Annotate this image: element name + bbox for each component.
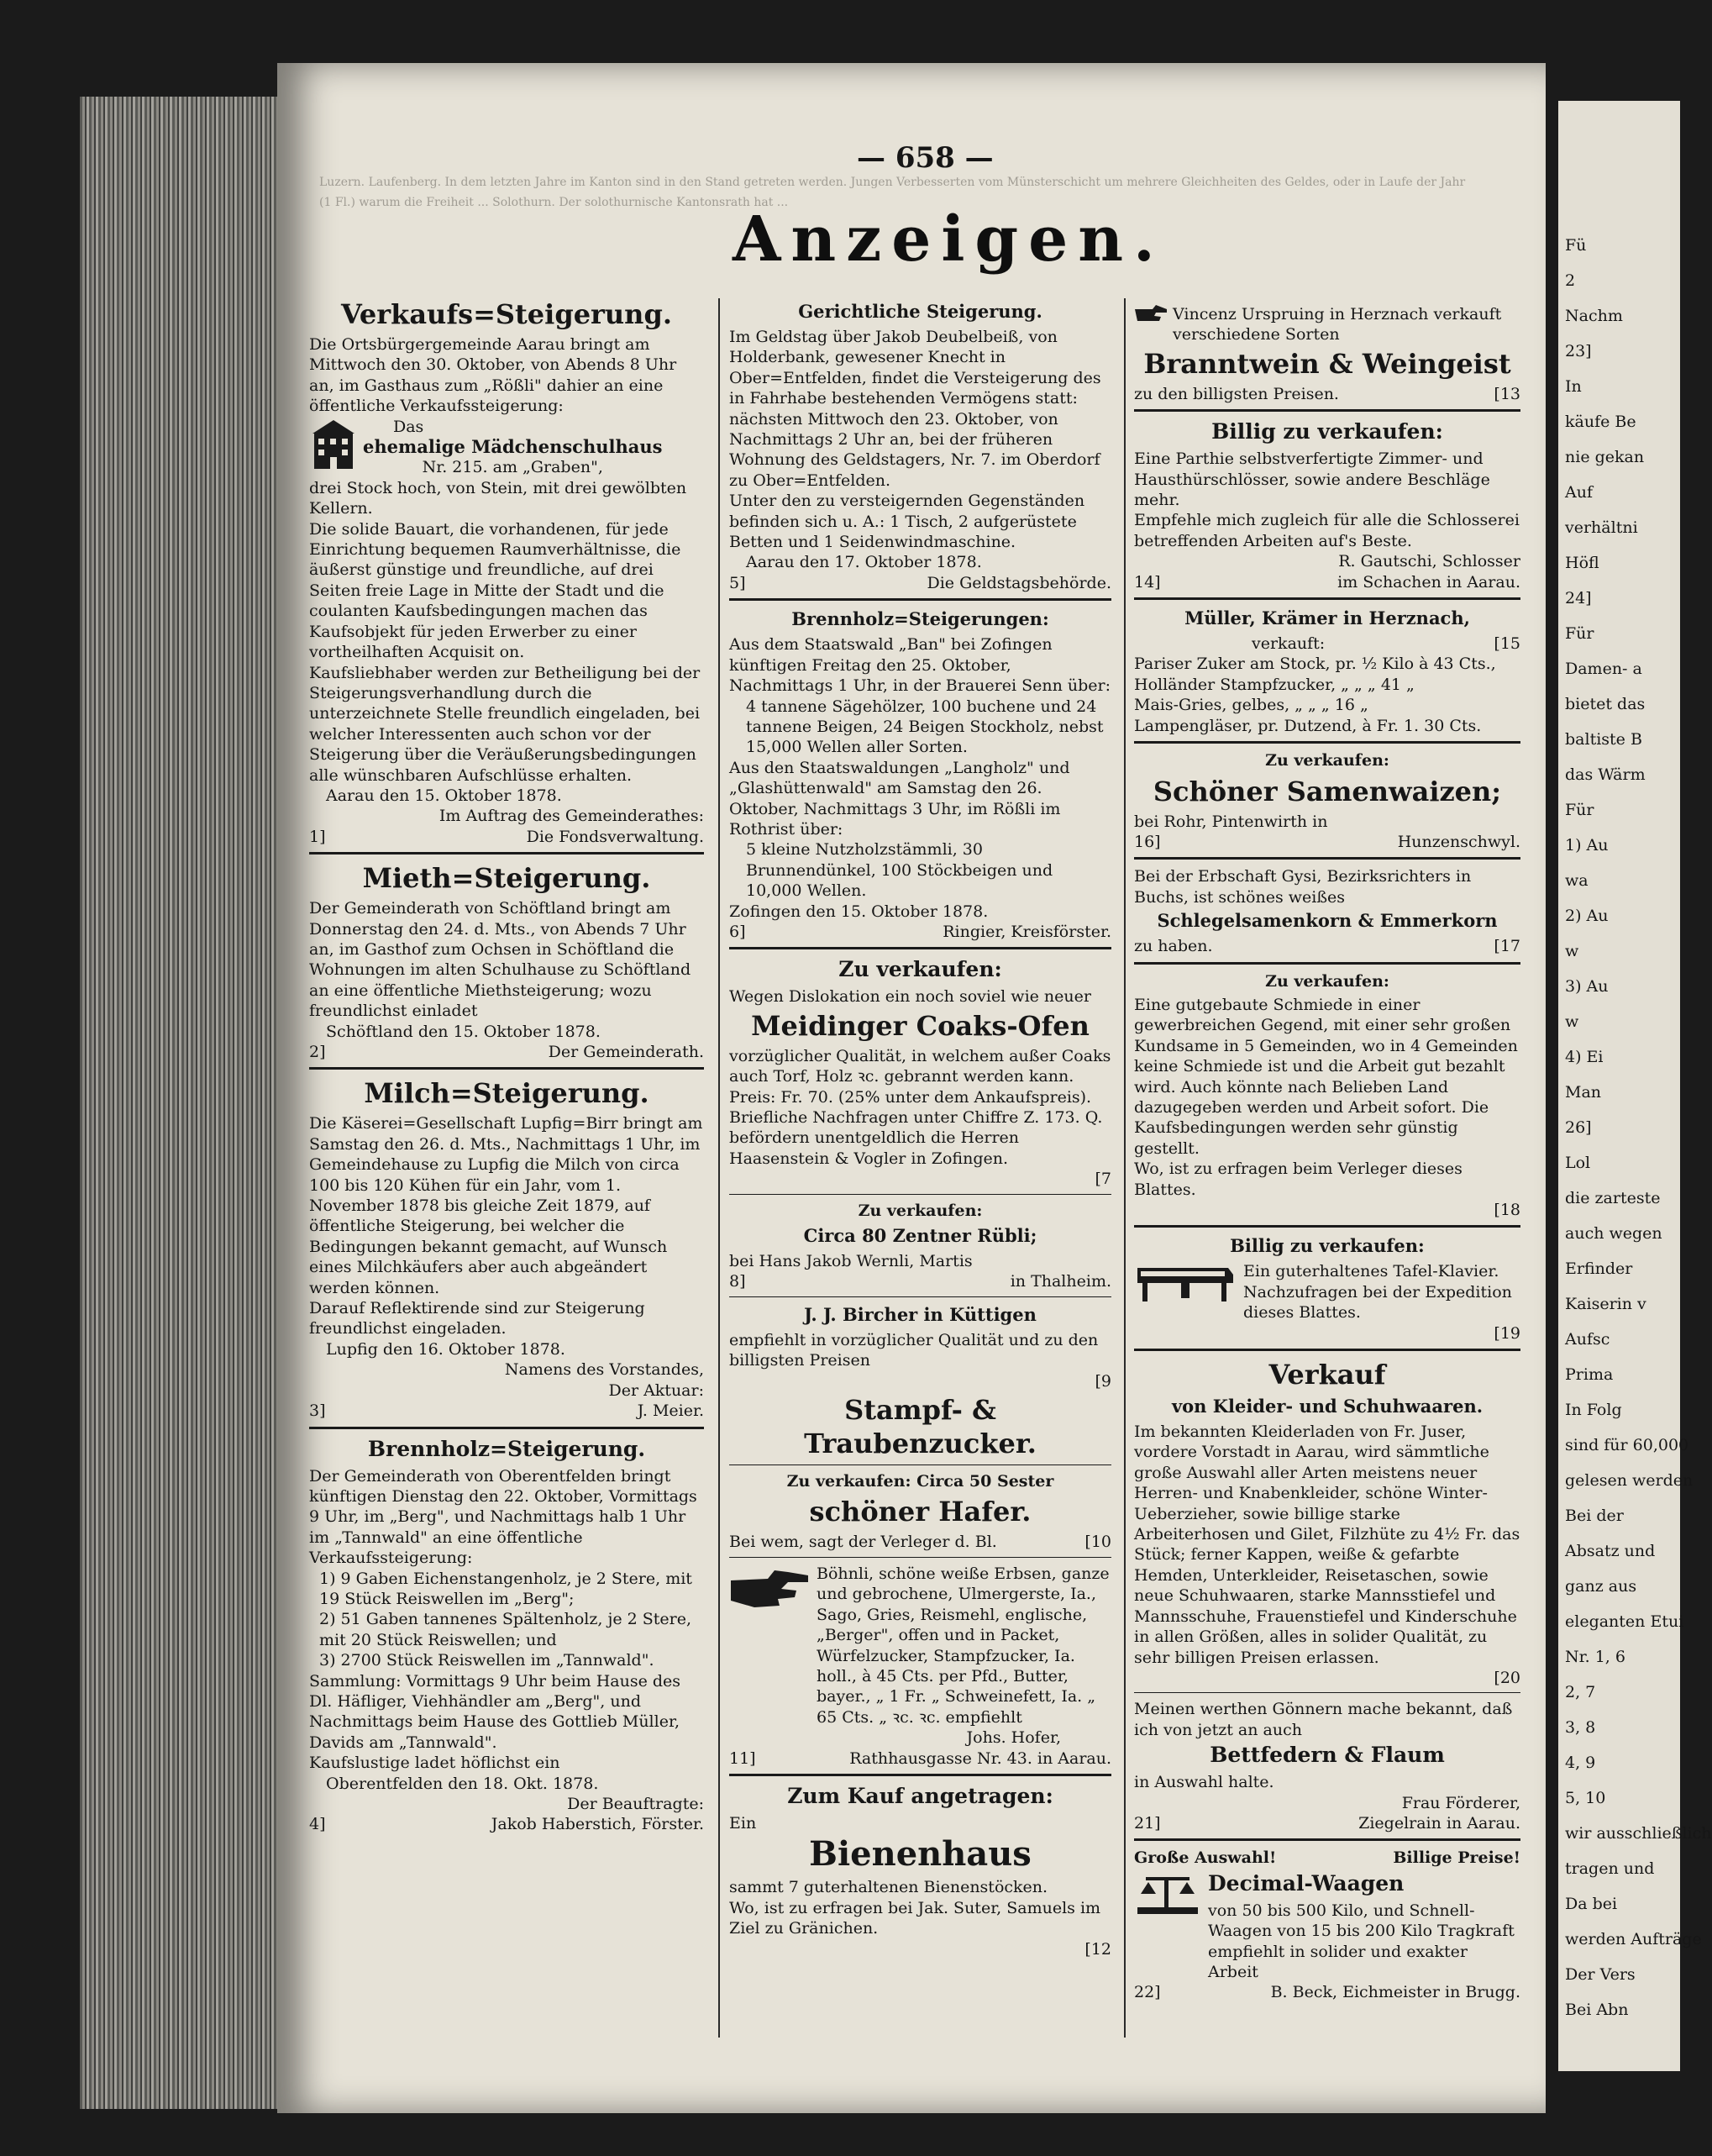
ad-16-text: bei Rohr, Pintenwirth in	[1134, 812, 1328, 831]
ad-15	[1134, 607, 1520, 736]
ad-5-text: Im Geldstag über Jakob Deubelbeiß, von Holderbank, gewesener Knecht in Ober=Entfelden, findet die Versteigerung des in Fahrhabe bestehenden Vermögens statt: nächsten Mittwoch den 23. Oktober, von Nachmittags 2 Uhr an, bei der früheren Wohnung des Geldstagers, Nr. 7. im Oberdorf zu Ober=Entfelden.	[729, 328, 1101, 490]
ad-11-signature-2: Rathhausgasse Nr. 43. in Aarau.	[849, 1748, 1111, 1768]
facing-page-line: auch wegen	[1565, 1224, 1662, 1243]
ad-2	[309, 861, 704, 1062]
facing-page-line: w	[1565, 1012, 1579, 1031]
facing-page-line: Für	[1565, 801, 1594, 819]
facing-page-line: 3) Au	[1565, 977, 1609, 996]
ad-14-signature-2: im Schachen in Aarau.	[1337, 572, 1520, 592]
column-rule-1	[718, 298, 720, 2038]
ad-1-object-number: Nr. 215. am „Graben",	[422, 458, 603, 477]
ad-7-text: Wegen Dislokation ein noch soviel wie neuer	[729, 987, 1091, 1007]
ad-20-subheading: von Kleider- und Schuhwaaren.	[1171, 1396, 1484, 1417]
facing-page-line: wa	[1565, 871, 1589, 890]
ad-6-heading: Brennholz=Steigerungen:	[791, 608, 1049, 630]
ad-2-text: Der Gemeinderath von Schöftland bringt am Donnerstag den 24. d. Mts., von Abends 7 Uhr an, im Gasthof zum Ochsen in Schöftland die Wohnungen im alten Schulhause zu Schöftland an eine öffentliche Miethsteigerung; wozu freundlichst einladet	[309, 899, 691, 1021]
ad-15-heading: Müller, Krämer in Herznach,	[1184, 607, 1470, 629]
ad-5-date: Aarau den 17. Oktober 1878.	[746, 553, 982, 572]
facing-page-line: eleganten Etui	[1565, 1612, 1684, 1631]
ad-1-das: Das	[393, 417, 424, 436]
ad-1-text-3: Die solide Bauart, die vorhandenen, für jede Einrichtung bequemen Raumverhältnisse, die äußerst günstige und freundliche, auf drei Seiten freie Lage in Mitte der Stadt und die coulanten Kaufsbedingungen machen das Kaufsobjekt für jeden Erwerber zu einer vortheilhaften Acquisit on.	[309, 519, 681, 662]
ad-3-text: Die Käserei=Gesellschaft Lupfig=Birr bringt am Samstag den 26. d. Mts., Nachmittags 1 Uhr, im Gemeindehause zu Lupfig die Milch von circa 100 bis 120 Kühen für ein Jahr, vom 1. November 1878 bis gleiche Zeit 1879, auf öffentliche Steigerung, bei welcher die Bedingungen bekannt gemacht, auf Wunsch eines Milchkäufers aber auch abgeändert werden können.	[309, 1114, 703, 1297]
ad-7	[729, 956, 1111, 1189]
ad-16-heading: Zu verkaufen:	[1265, 751, 1389, 770]
ad-17-product: Schlegelsamenkorn & Emmerkorn	[1157, 910, 1498, 932]
ad-19-text-2: Nachzufragen bei der Expedition dieses Blattes.	[1243, 1282, 1512, 1323]
separator	[729, 947, 1111, 949]
ad-3	[309, 1076, 704, 1421]
ad-7-number: [7	[1095, 1170, 1111, 1189]
separator	[309, 1427, 704, 1429]
facing-page-line: 2, 7	[1565, 1683, 1596, 1701]
ad-19-heading: Billig zu verkaufen:	[1230, 1235, 1425, 1257]
ad-4-text-2: Sammlung: Vormittags 9 Uhr beim Hause des Dl. Häfliger, Viehhändler am „Berg", und Nachmittags beim Hause des Gottlieb Müller, Davids am „Tannwald".	[309, 1671, 681, 1752]
ad-18-text-2: Wo, ist zu erfragen beim Verleger dieses Blattes.	[1134, 1160, 1463, 1199]
facing-page-line: Fü	[1565, 236, 1587, 255]
facing-page-line: 1) Au	[1565, 836, 1609, 855]
separator	[1134, 409, 1520, 412]
ad-10-number: [10	[1084, 1533, 1111, 1552]
ad-12-heading: Zum Kauf angetragen:	[787, 1783, 1053, 1808]
ad-10-product: schöner Hafer.	[809, 1496, 1032, 1528]
ad-4-date: Oberentfelden den 18. Okt. 1878.	[326, 1774, 599, 1793]
facing-page-line: 24]	[1565, 589, 1592, 607]
ad-1-object: ehemalige Mädchenschulhaus	[363, 436, 663, 458]
facing-page-line: Erfinder	[1565, 1259, 1633, 1278]
separator	[1134, 1349, 1520, 1351]
ad-21-text-2: in Auswahl halte.	[1134, 1773, 1274, 1792]
facing-page-line: 5, 10	[1565, 1789, 1606, 1807]
ad-11-signature-1: Johs. Hofer,	[966, 1728, 1061, 1748]
ad-13-number: [13	[1494, 384, 1520, 403]
column-rule-2	[1124, 298, 1126, 2038]
facing-page-line: Nachm	[1565, 307, 1623, 325]
column-2	[729, 298, 1111, 1959]
scale-icon	[1134, 1869, 1201, 1983]
facing-page-line: werden Aufträge	[1565, 1930, 1702, 1948]
ad-3-text-2: Darauf Reflektirende sind zur Steigerung freundlichst eingeladen.	[309, 1299, 645, 1338]
ad-13-product: Branntwein & Weingeist	[1143, 347, 1511, 380]
facing-page-line: In Folg	[1565, 1401, 1622, 1419]
ad-12-text: sammt 7 guterhaltenen Bienenstöcken.	[729, 1878, 1048, 1897]
separator	[309, 852, 704, 855]
facing-page-line: Bei Abn	[1565, 2001, 1629, 2019]
ad-4-item-3: 3) 2700 Stück Reiswellen im „Tannwald".	[319, 1651, 654, 1670]
ad-9-heading: J. J. Bircher in Küttigen	[804, 1303, 1037, 1325]
ad-15-item-3: Mais-Gries, gelbes, „ „ „ 16 „	[1134, 696, 1368, 715]
facing-page-line: Kaiserin v	[1565, 1295, 1646, 1313]
facing-page-line: Lol	[1565, 1154, 1591, 1172]
ad-4-item-2: 2) 51 Gaben tannenes Spältenholz, je 2 Stere, mit 20 Stück Reiswellen; und	[319, 1610, 692, 1649]
ad-8	[729, 1201, 1111, 1292]
ad-19-text: Ein guterhaltenes Tafel-Klavier.	[1243, 1262, 1499, 1281]
facing-page-line: w	[1565, 942, 1579, 960]
ad-1-date: Aarau den 15. Oktober 1878.	[326, 786, 562, 805]
ad-14-heading: Billig zu verkaufen:	[1211, 419, 1443, 444]
ad-9	[729, 1303, 1111, 1460]
ad-4-item-1: 1) 9 Gaben Eichenstangenholz, je 2 Stere, mit 19 Stück Reiswellen im „Berg";	[319, 1569, 692, 1608]
column-1	[309, 296, 704, 1835]
ad-22-product: Decimal-Waagen	[1208, 1870, 1405, 1896]
ad-9-text: empfiehlt in vorzüglicher Qualität und zu den billigsten Preisen	[729, 1330, 1099, 1370]
schoolhouse-icon	[309, 418, 358, 476]
ad-4-text: Der Gemeinderath von Oberentfelden bringt künftigen Dienstag den 22. Oktober, Vormittags 9 Uhr, im „Berg", und Nachmittags halb 1 Uhr im „Tannwald" an eine öffentliche Verkaufssteigerung:	[309, 1466, 697, 1568]
ad-5-heading: Gerichtliche Steigerung.	[798, 301, 1042, 322]
ad-3-heading: Milch=Steigerung.	[364, 1077, 649, 1110]
facing-page-line: Auf	[1565, 483, 1593, 502]
facing-page-line: Höfl	[1565, 554, 1599, 572]
separator	[1134, 857, 1520, 860]
ad-22-text: von 50 bis 500 Kilo, und Schnell-Waagen von 15 bis 200 Kilo Tragkraft empfiehlt in solider und exakter Arbeit	[1208, 1901, 1515, 1981]
facing-page-line: 2) Au	[1565, 907, 1609, 925]
ad-21	[1134, 1699, 1520, 1833]
ad-20-number: [20	[1494, 1668, 1520, 1687]
separator	[729, 598, 1111, 601]
ad-12-product: Bienenhaus	[809, 1834, 1032, 1875]
ad-1	[309, 297, 704, 847]
ad-14-number: 14]	[1134, 572, 1161, 592]
ad-19	[1134, 1234, 1520, 1344]
ad-4-heading: Brennholz=Steigerung.	[367, 1436, 646, 1461]
ad-22-number: 22]	[1134, 1983, 1161, 2002]
separator	[729, 1557, 1111, 1558]
column-3	[1134, 304, 1520, 2003]
facing-page-line: In	[1565, 377, 1582, 396]
ad-4-signature-1: Der Beauftragte:	[567, 1795, 704, 1813]
facing-page-line: gelesen werden	[1565, 1471, 1694, 1490]
ad-4	[309, 1436, 704, 1835]
page-number: — 658 —	[857, 141, 994, 175]
facing-page-line: 3, 8	[1565, 1718, 1596, 1737]
ad-21-signature-2: Ziegelrain in Aarau.	[1358, 1813, 1520, 1833]
ad-3-number: 3]	[309, 1401, 326, 1421]
ad-12-text-2: Wo, ist zu erfragen bei Jak. Suter, Samuels im Ziel zu Gränichen.	[729, 1898, 1101, 1938]
ad-11-text: Böhnli, schöne weiße Erbsen, ganze und gebrochene, Ulmergerste, Ia., Sago, Gries, Reismehl, englische, „Berger", offen und in Packet, Würfelzucker, Stampfzucker, Ia. holl., à 45 Cts. per Pfd., Butter, bayer., „ 1 Fr. „ Schweinefett, Ia. „ 65 Cts. „ ꝛc. ꝛc. empfiehlt	[817, 1564, 1110, 1727]
ad-1-text: Die Ortsbürgergemeinde Aarau bringt am Mittwoch den 30. Oktober, von Abends 8 Uhr an, im Gasthaus zum „Rößli" dahier an eine öffentliche Verkaufssteigerung:	[309, 335, 677, 416]
facing-page-line: Bei der	[1565, 1507, 1624, 1525]
ad-1-signature-2: Die Fondsverwaltung.	[526, 827, 704, 846]
ad-21-signature-1: Frau Förderer,	[1401, 1793, 1520, 1812]
ad-8-text: bei Hans Jakob Wernli, Martis	[729, 1252, 973, 1271]
ad-5	[729, 300, 1111, 593]
facing-page-line: nie gekan	[1565, 448, 1645, 466]
ad-5-text-2: Unter den zu versteigernden Gegenständen befinden sich u. A.: 1 Tisch, 2 aufgerüstete Betten und 1 Seidenwindmaschine.	[729, 492, 1085, 552]
separator	[729, 1774, 1111, 1776]
ad-3-signature-1: Namens des Vorstandes,	[504, 1360, 704, 1380]
ad-10	[729, 1471, 1111, 1553]
separator	[309, 1067, 704, 1070]
facing-page-line: wir ausschließlich	[1565, 1824, 1712, 1843]
facing-page-line: Der Vers	[1565, 1965, 1636, 1984]
ad-7-product: Meidinger Coaks-Ofen	[751, 1009, 1090, 1042]
ad-1-number: 1]	[309, 827, 326, 846]
ad-18	[1134, 971, 1520, 1221]
ad-5-number: 5]	[729, 573, 746, 592]
ad-11	[729, 1564, 1111, 1769]
ad-14-signature-1: R. Gautschi, Schlosser	[1338, 552, 1520, 571]
facing-page-line: ganz aus	[1565, 1577, 1637, 1596]
ad-7-heading: Zu verkaufen:	[838, 957, 1002, 982]
facing-page-line: 2	[1565, 271, 1576, 290]
ad-12-ein: Ein	[729, 1813, 757, 1833]
ad-15-text: verkauft:	[1252, 634, 1326, 654]
ad-14-text-2: Empfehle mich zugleich für alle die Schlosserei betreffenden Arbeiten auf's Beste.	[1134, 511, 1520, 550]
facing-page-line: baltiste B	[1565, 730, 1642, 749]
ad-10-heading: Zu verkaufen: Circa 50 Sester	[786, 1472, 1054, 1491]
ad-7-text-3: Briefliche Nachfragen unter Chiffre Z. 173. Q. befördern unentgeldlich die Herren Haasenstein & Vogler in Zofingen.	[729, 1108, 1103, 1168]
separator	[1134, 597, 1520, 600]
piano-icon	[1134, 1261, 1235, 1323]
facing-page-line: die zarteste	[1565, 1189, 1661, 1207]
ad-22-signature: B. Beck, Eichmeister in Brugg.	[1270, 1983, 1520, 2002]
ad-6	[729, 607, 1111, 942]
ad-2-signature: Der Gemeinderath.	[548, 1043, 704, 1061]
ad-20-heading: Verkauf	[1268, 1359, 1386, 1391]
facing-page-line: Man	[1565, 1083, 1602, 1102]
ad-9-number: [9	[1095, 1371, 1111, 1391]
ad-8-product: Circa 80 Zentner Rübli;	[803, 1225, 1037, 1247]
facing-page-line: Damen- a	[1565, 660, 1642, 678]
ad-12	[729, 1783, 1111, 1959]
pointing-hand-icon	[729, 1564, 810, 1727]
ad-15-item-4: Lampengläser, pr. Dutzend, à Fr. 1. 30 Cts.	[1134, 716, 1482, 735]
ad-16-product: Schöner Samenwaizen;	[1153, 775, 1502, 807]
separator	[1134, 1225, 1520, 1228]
facing-page-line: 4) Ei	[1565, 1048, 1604, 1066]
separator	[1134, 741, 1520, 744]
separator	[729, 1194, 1111, 1195]
facing-page-line: bietet das	[1565, 695, 1646, 713]
facing-page-line: das Wärm	[1565, 765, 1646, 784]
ad-3-signature-2: Der Aktuar:	[608, 1380, 704, 1400]
ad-1-text-2: drei Stock hoch, von Stein, mit drei gewölbten Kellern.	[309, 478, 687, 518]
facing-page-fragment	[1558, 101, 1712, 2071]
ad-4-signature-2: Jakob Haberstich, Förster.	[491, 1815, 704, 1834]
facing-page-line: verhältni	[1565, 518, 1638, 537]
ad-17-text: Bei der Erbschaft Gysi, Bezirksrichters in Buchs, ist schönes weißes	[1134, 867, 1472, 907]
ad-17-number: [17	[1494, 937, 1520, 956]
facing-page-line: 26]	[1565, 1118, 1592, 1137]
facing-page-line: Für	[1565, 624, 1594, 643]
ad-6-text-4: 5 kleine Nutzholzstämmli, 30 Brunnendünkel, 100 Stöckbeigen und 10,000 Wellen.	[746, 840, 1053, 901]
ad-14-text: Eine Parthie selbstverfertigte Zimmer- und Hausthürschlösser, sowie andere Beschläge mehr.	[1134, 450, 1490, 510]
ad-17-text-2: zu haben.	[1134, 937, 1213, 956]
ad-15-number: [15	[1494, 634, 1520, 654]
ad-8-heading: Zu verkaufen:	[858, 1201, 983, 1220]
facing-page-line: sind für 60,000	[1565, 1436, 1689, 1454]
ad-2-heading: Mieth=Steigerung.	[362, 862, 651, 895]
ad-18-text: Eine gutgebaute Schmiede in einer gewerbreichen Gegend, mit einer sehr großen Kundsame in 5 Gemeinden, wo in 4 Gemeinden keine Schmiede ist und die Arbeit gut bezahlt wird. Auch könnte nach Belieben Land dazugegeben werden und Arbeit sofort. Die Kaufsbedingungen werden sehr günstig gestellt.	[1134, 995, 1518, 1158]
facing-page-line: Da bei	[1565, 1895, 1618, 1913]
ad-20-text: Im bekannten Kleiderladen von Fr. Juser, vordere Vorstadt in Aarau, wird sämmtliche große Auswahl aller Arten meistens neuer Herren- und Knabenkleider, schöne Winter-Ueberzieher, sowie billige starke Arbeiterhosen und Gilet, Filzhüte zu 4½ Fr. das Stück; ferner Kappen, weiße & gefarbte Hemden, Unterkleider, Reisetaschen, sowie neue Schuhwaaren, starke Mannsstiefel und Mannsschuhe, Frauenstiefel und Kinderschuhe in allen Größen, alles in solider Qualität, zu sehr billigen Preisen erlassen.	[1134, 1422, 1520, 1667]
ad-12-number: [12	[1084, 1939, 1111, 1959]
separator	[1134, 1692, 1520, 1693]
ad-7-text-2: vorzüglicher Qualität, in welchem außer Coaks auch Torf, Holz ꝛc. gebrannt werden kann. Preis: Fr. 70. (25% unter dem Ankaufspreis).	[729, 1046, 1111, 1107]
ad-2-date: Schöftland den 15. Oktober 1878.	[326, 1022, 601, 1041]
ad-1-signature-1: Im Auftrag des Gemeinderathes:	[439, 807, 704, 826]
ad-16-number: 16]	[1134, 832, 1161, 851]
ad-22-line-right: Billige Preise!	[1393, 1848, 1520, 1868]
ad-15-item-1: Pariser Zuker am Stock, pr. ½ Kilo à 43 Cts.,	[1134, 655, 1496, 674]
ad-16	[1134, 750, 1520, 852]
facing-page-line: Aufsc	[1565, 1330, 1610, 1349]
ad-2-number: 2]	[309, 1043, 326, 1061]
ad-6-text: Aus dem Staatswald „Ban" bei Zofingen künftigen Freitag den 25. Oktober, Nachmittags 1 Uhr, in der Brauerei Senn über:	[729, 635, 1111, 696]
ad-17	[1134, 866, 1520, 956]
ad-4-number: 4]	[309, 1815, 326, 1834]
facing-page-line: 23]	[1565, 342, 1592, 360]
ad-19-number: [19	[1494, 1323, 1520, 1343]
separator	[1134, 1838, 1520, 1841]
ad-9-product: Stampf- & Traubenzucker.	[804, 1394, 1037, 1460]
facing-page-line: Prima	[1565, 1365, 1614, 1384]
ad-8-signature: in Thalheim.	[1010, 1272, 1111, 1291]
separator	[729, 1296, 1111, 1297]
ad-21-product: Bettfedern & Flaum	[1210, 1743, 1445, 1768]
ad-11-number: 11]	[729, 1748, 756, 1768]
ad-22-line-left: Große Auswahl!	[1134, 1848, 1277, 1868]
ad-5-signature: Die Geldstagsbehörde.	[927, 573, 1111, 592]
pointing-hand-icon	[1134, 304, 1168, 328]
ad-22	[1134, 1848, 1520, 2002]
ad-21-number: 21]	[1134, 1813, 1161, 1833]
ad-21-text: Meinen werthen Gönnern mache bekannt, daß ich von jetzt an auch	[1134, 1700, 1513, 1739]
separator	[1134, 962, 1520, 965]
ad-8-number: 8]	[729, 1272, 746, 1291]
ad-13-text-2: zu den billigsten Preisen.	[1134, 384, 1339, 403]
ad-16-signature: Hunzenschwyl.	[1397, 832, 1520, 851]
ad-14	[1134, 418, 1520, 592]
ad-3-signature-3: J. Meier.	[637, 1401, 704, 1421]
ad-13	[1134, 304, 1520, 404]
book-page-edges	[80, 97, 307, 2109]
facing-page-line: Nr. 1, 6	[1565, 1648, 1625, 1666]
facing-page-line: 4, 9	[1565, 1754, 1596, 1772]
facing-page-line: käufe Be	[1565, 413, 1636, 431]
ad-18-heading: Zu verkaufen:	[1265, 971, 1389, 991]
ad-6-text-3: Aus den Staatswaldungen „Langholz" und „Glashüttenwald" am Samstag den 26. Oktober, Nachmittags 3 Uhr, im Rößli im Rothrist über:	[729, 758, 1070, 839]
bleed-through-text: Luzern. Laufenberg. In dem letzten Jahre im Kanton sind in den Stand getreten werden. Jungen Verbesserten vom Münsterschicht um mehrere Gleichheiten des Geldes, oder in Laufe der Jahr (1 Fl.) warum die Freiheit ... Solothurn. Der solothurnische Kantonsrath hat ...	[319, 176, 1466, 209]
ad-6-date: Zofingen den 15. Oktober 1878.	[729, 902, 989, 921]
ad-1-text-4: Kaufsliebhaber werden zur Betheiligung bei der Steigerungsverhandlung durch die unterzeichnete Stelle freundlich eingeladen, bei welcher Interessenten auch schon vor der Steigerung über die Veräußerungsbedingungen alle wünschbaren Aufschlüsse erhalten.	[309, 663, 701, 785]
ad-4-text-3: Kaufslustige ladet höflichst ein	[309, 1754, 560, 1773]
ad-15-item-2: Holländer Stampfzucker, „ „ „ 41 „	[1134, 675, 1415, 694]
masthead-title: Anzeigen.	[733, 203, 1165, 276]
ad-10-text: Bei wem, sagt der Verleger d. Bl.	[729, 1533, 997, 1552]
ad-6-signature: Ringier, Kreisförster.	[943, 922, 1111, 941]
ad-1-heading: Verkaufs=Steigerung.	[341, 298, 672, 330]
facing-page-line: tragen und	[1565, 1859, 1655, 1878]
ad-20	[1134, 1358, 1520, 1688]
ad-13-text: Vincenz Urspruing in Herznach verkauft verschiedene Sorten	[1173, 305, 1502, 344]
ad-6-number: 6]	[729, 922, 746, 941]
facing-page-line: Absatz und	[1565, 1542, 1656, 1560]
ad-3-date: Lupfig den 16. Oktober 1878.	[326, 1339, 565, 1359]
ad-6-text-2: 4 tannene Sägehölzer, 100 buchene und 24 tannene Beigen, 24 Beigen Stockholz, nebst 15,000 Wellen aller Sorten.	[746, 697, 1104, 757]
ad-18-number: [18	[1494, 1201, 1520, 1219]
